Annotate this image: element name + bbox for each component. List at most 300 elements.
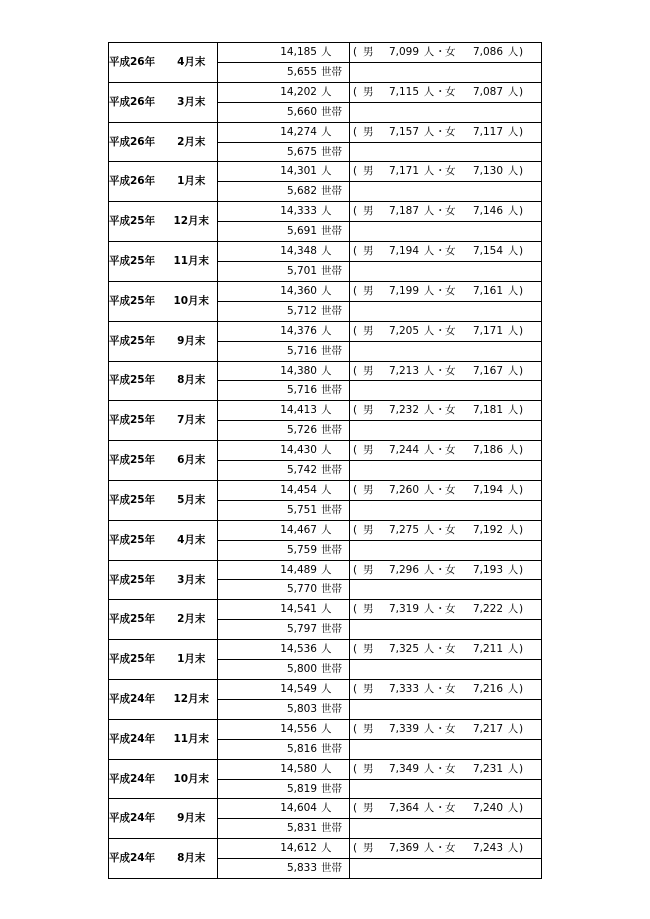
paren-open: ( (353, 842, 358, 855)
table-row-total (109, 202, 542, 222)
separator-dot: ・ (435, 722, 446, 735)
female-unit: 人 (507, 444, 519, 457)
table-row-total (109, 560, 542, 580)
household-unit: 世帯 (321, 663, 342, 676)
male-unit: 人 (423, 364, 435, 377)
total-population-value: 14,185 (280, 46, 317, 58)
month-cell: 10月末 (166, 281, 218, 321)
total-population-value: 14,612 (280, 842, 317, 855)
paren-close: ) (519, 404, 524, 417)
male-unit: 人 (423, 643, 435, 656)
table-row-total (109, 640, 542, 660)
female-count: 7,130 (472, 165, 503, 178)
household-unit: 世帯 (321, 424, 342, 437)
paren-close: ) (519, 683, 524, 695)
era-cell: 平成25年 (109, 361, 166, 401)
female-unit: 人 (507, 683, 519, 695)
female-count: 7,117 (472, 125, 503, 138)
total-population-cell (218, 82, 350, 102)
table-row-total (109, 520, 542, 540)
paren-close: ) (519, 85, 524, 98)
households-value: 5,726 (286, 424, 317, 437)
male-label: 男 (363, 324, 374, 337)
gender-breakdown-cell (350, 281, 542, 301)
household-unit: 世帯 (321, 384, 342, 397)
table-row-total (109, 680, 542, 700)
person-unit: 人 (321, 85, 332, 98)
person-unit: 人 (321, 523, 332, 536)
table-row-total (109, 82, 542, 102)
male-label: 男 (363, 205, 374, 218)
paren-open: ( (353, 165, 358, 178)
female-unit: 人 (507, 245, 519, 258)
female-unit: 人 (507, 523, 519, 536)
household-unit: 世帯 (321, 702, 342, 715)
paren-open: ( (353, 444, 358, 457)
separator-dot: ・ (435, 205, 446, 218)
female-label: 女 (445, 245, 456, 258)
male-unit: 人 (423, 444, 435, 457)
table-row-total (109, 162, 542, 182)
female-label: 女 (445, 125, 456, 138)
era-cell: 平成25年 (109, 441, 166, 481)
households-cell (218, 381, 350, 401)
total-population-cell (218, 401, 350, 421)
total-population-cell (218, 43, 350, 63)
total-population-cell (218, 480, 350, 500)
paren-open: ( (353, 205, 358, 218)
households-cell (218, 341, 350, 361)
gender-breakdown-cell (350, 202, 542, 222)
month-cell: 11月末 (166, 719, 218, 759)
female-label: 女 (445, 444, 456, 457)
blank-cell (350, 540, 542, 560)
separator-dot: ・ (435, 802, 446, 815)
male-label: 男 (363, 46, 374, 58)
person-unit: 人 (321, 762, 332, 775)
table-row-total (109, 480, 542, 500)
households-value: 5,712 (286, 304, 317, 317)
separator-dot: ・ (435, 85, 446, 98)
paren-open: ( (353, 364, 358, 377)
household-unit: 世帯 (321, 344, 342, 357)
month-cell: 7月末 (166, 401, 218, 441)
female-label: 女 (445, 643, 456, 656)
female-count: 7,193 (472, 563, 503, 576)
era-cell: 平成24年 (109, 719, 166, 759)
person-unit: 人 (321, 563, 332, 576)
male-unit: 人 (423, 165, 435, 178)
female-unit: 人 (507, 165, 519, 178)
male-count: 7,099 (388, 46, 419, 58)
paren-close: ) (519, 245, 524, 258)
paren-close: ) (519, 802, 524, 815)
separator-dot: ・ (435, 245, 446, 258)
female-count: 7,192 (472, 523, 503, 536)
month-cell: 1月末 (166, 640, 218, 680)
paren-close: ) (519, 46, 524, 58)
female-count: 7,161 (472, 284, 503, 297)
male-label: 男 (363, 444, 374, 457)
paren-close: ) (519, 284, 524, 297)
household-unit: 世帯 (321, 503, 342, 516)
households-value: 5,701 (286, 264, 317, 277)
month-cell: 11月末 (166, 242, 218, 282)
month-cell: 8月末 (166, 839, 218, 879)
female-label: 女 (445, 603, 456, 616)
separator-dot: ・ (435, 643, 446, 656)
male-label: 男 (363, 85, 374, 98)
female-label: 女 (445, 46, 456, 58)
population-table-body (109, 43, 542, 879)
era-cell: 平成26年 (109, 162, 166, 202)
table-row-total (109, 43, 542, 63)
era-cell: 平成25年 (109, 560, 166, 600)
female-count: 7,181 (472, 404, 503, 417)
total-population-cell (218, 799, 350, 819)
male-unit: 人 (423, 802, 435, 815)
male-label: 男 (363, 563, 374, 576)
era-cell: 平成24年 (109, 839, 166, 879)
total-population-cell (218, 839, 350, 859)
total-population-value: 14,467 (280, 523, 317, 536)
female-unit: 人 (507, 483, 519, 496)
household-unit: 世帯 (321, 105, 342, 118)
table-row-total (109, 441, 542, 461)
total-population-cell (218, 122, 350, 142)
table-row-total (109, 759, 542, 779)
male-label: 男 (363, 603, 374, 616)
female-unit: 人 (507, 563, 519, 576)
blank-cell (350, 819, 542, 839)
female-unit: 人 (507, 205, 519, 218)
gender-breakdown-cell (350, 401, 542, 421)
female-count: 7,211 (472, 643, 503, 656)
total-population-cell (218, 162, 350, 182)
female-unit: 人 (507, 46, 519, 58)
female-count: 7,087 (472, 85, 503, 98)
month-cell: 4月末 (166, 520, 218, 560)
table-row-total (109, 401, 542, 421)
households-cell (218, 461, 350, 481)
gender-breakdown-cell (350, 520, 542, 540)
paren-open: ( (353, 284, 358, 297)
female-count: 7,194 (472, 483, 503, 496)
male-label: 男 (363, 802, 374, 815)
blank-cell (350, 261, 542, 281)
separator-dot: ・ (435, 563, 446, 576)
paren-close: ) (519, 643, 524, 656)
households-value: 5,716 (286, 344, 317, 357)
separator-dot: ・ (435, 324, 446, 337)
person-unit: 人 (321, 205, 332, 218)
gender-breakdown-cell (350, 242, 542, 262)
households-value: 5,682 (286, 185, 317, 198)
month-cell: 3月末 (166, 82, 218, 122)
table-row-total (109, 321, 542, 341)
total-population-value: 14,549 (280, 683, 317, 695)
paren-open: ( (353, 404, 358, 417)
female-label: 女 (445, 205, 456, 218)
person-unit: 人 (321, 364, 332, 377)
household-unit: 世帯 (321, 65, 342, 78)
gender-breakdown-cell (350, 799, 542, 819)
month-cell: 8月末 (166, 361, 218, 401)
month-cell: 4月末 (166, 43, 218, 83)
household-unit: 世帯 (321, 185, 342, 198)
male-count: 7,232 (388, 404, 419, 417)
female-label: 女 (445, 404, 456, 417)
blank-cell (350, 699, 542, 719)
era-cell: 平成25年 (109, 640, 166, 680)
person-unit: 人 (321, 125, 332, 138)
gender-breakdown-cell (350, 441, 542, 461)
male-unit: 人 (423, 683, 435, 695)
households-value: 5,803 (286, 702, 317, 715)
person-unit: 人 (321, 842, 332, 855)
households-value: 5,800 (286, 663, 317, 676)
households-cell (218, 182, 350, 202)
male-unit: 人 (423, 46, 435, 58)
female-label: 女 (445, 722, 456, 735)
population-table (108, 42, 542, 879)
total-population-value: 14,380 (280, 364, 317, 377)
blank-cell (350, 381, 542, 401)
male-unit: 人 (423, 722, 435, 735)
total-population-value: 14,541 (280, 603, 317, 616)
households-cell (218, 859, 350, 879)
households-value: 5,831 (286, 822, 317, 835)
female-label: 女 (445, 483, 456, 496)
female-label: 女 (445, 683, 456, 695)
household-unit: 世帯 (321, 583, 342, 596)
male-unit: 人 (423, 85, 435, 98)
female-count: 7,146 (472, 205, 503, 218)
households-cell (218, 142, 350, 162)
total-population-cell (218, 242, 350, 262)
households-cell (218, 301, 350, 321)
separator-dot: ・ (435, 483, 446, 496)
female-count: 7,231 (472, 762, 503, 775)
separator-dot: ・ (435, 603, 446, 616)
gender-breakdown-cell (350, 321, 542, 341)
male-label: 男 (363, 842, 374, 855)
era-cell: 平成25年 (109, 242, 166, 282)
female-count: 7,167 (472, 364, 503, 377)
paren-close: ) (519, 722, 524, 735)
gender-breakdown-cell (350, 361, 542, 381)
total-population-cell (218, 680, 350, 700)
table-row-total (109, 361, 542, 381)
blank-cell (350, 660, 542, 680)
male-count: 7,339 (388, 722, 419, 735)
male-label: 男 (363, 165, 374, 178)
separator-dot: ・ (435, 125, 446, 138)
month-cell: 5月末 (166, 480, 218, 520)
households-cell (218, 779, 350, 799)
female-unit: 人 (507, 125, 519, 138)
male-count: 7,333 (388, 683, 419, 695)
era-cell: 平成25年 (109, 600, 166, 640)
total-population-value: 14,360 (280, 284, 317, 297)
households-cell (218, 699, 350, 719)
male-unit: 人 (423, 563, 435, 576)
female-count: 7,086 (472, 46, 503, 58)
separator-dot: ・ (435, 444, 446, 457)
total-population-value: 14,413 (280, 404, 317, 417)
blank-cell (350, 461, 542, 481)
era-cell: 平成24年 (109, 799, 166, 839)
table-row-total (109, 839, 542, 859)
paren-open: ( (353, 603, 358, 616)
household-unit: 世帯 (321, 225, 342, 238)
total-population-cell (218, 361, 350, 381)
male-count: 7,157 (388, 125, 419, 138)
blank-cell (350, 102, 542, 122)
male-unit: 人 (423, 245, 435, 258)
female-unit: 人 (507, 802, 519, 815)
total-population-cell (218, 640, 350, 660)
male-label: 男 (363, 245, 374, 258)
total-population-cell (218, 520, 350, 540)
total-population-cell (218, 719, 350, 739)
male-count: 7,194 (388, 245, 419, 258)
total-population-cell (218, 281, 350, 301)
male-label: 男 (363, 643, 374, 656)
households-value: 5,751 (286, 503, 317, 516)
era-cell: 平成25年 (109, 281, 166, 321)
era-cell: 平成26年 (109, 122, 166, 162)
paren-close: ) (519, 483, 524, 496)
total-population-value: 14,301 (280, 165, 317, 178)
household-unit: 世帯 (321, 264, 342, 277)
blank-cell (350, 620, 542, 640)
paren-close: ) (519, 364, 524, 377)
paren-close: ) (519, 842, 524, 855)
total-population-value: 14,580 (280, 762, 317, 775)
male-count: 7,319 (388, 603, 419, 616)
table-row-total (109, 242, 542, 262)
paren-open: ( (353, 483, 358, 496)
month-cell: 12月末 (166, 680, 218, 720)
era-cell: 平成26年 (109, 43, 166, 83)
blank-cell (350, 739, 542, 759)
household-unit: 世帯 (321, 543, 342, 556)
female-label: 女 (445, 762, 456, 775)
gender-breakdown-cell (350, 122, 542, 142)
female-label: 女 (445, 802, 456, 815)
era-cell: 平成25年 (109, 202, 166, 242)
male-count: 7,364 (388, 802, 419, 815)
household-unit: 世帯 (321, 862, 342, 875)
male-label: 男 (363, 683, 374, 695)
male-count: 7,260 (388, 483, 419, 496)
gender-breakdown-cell (350, 640, 542, 660)
paren-open: ( (353, 722, 358, 735)
paren-close: ) (519, 165, 524, 178)
household-unit: 世帯 (321, 464, 342, 477)
male-unit: 人 (423, 483, 435, 496)
blank-cell (350, 500, 542, 520)
month-cell: 2月末 (166, 122, 218, 162)
male-count: 7,275 (388, 523, 419, 536)
table-row-total (109, 122, 542, 142)
blank-cell (350, 142, 542, 162)
blank-cell (350, 421, 542, 441)
households-value: 5,833 (286, 862, 317, 875)
total-population-value: 14,454 (280, 483, 317, 496)
person-unit: 人 (321, 483, 332, 496)
female-unit: 人 (507, 643, 519, 656)
household-unit: 世帯 (321, 145, 342, 158)
paren-open: ( (353, 802, 358, 815)
male-label: 男 (363, 404, 374, 417)
households-value: 5,660 (286, 105, 317, 118)
paren-close: ) (519, 444, 524, 457)
person-unit: 人 (321, 284, 332, 297)
gender-breakdown-cell (350, 43, 542, 63)
male-unit: 人 (423, 842, 435, 855)
month-cell: 9月末 (166, 799, 218, 839)
paren-close: ) (519, 324, 524, 337)
male-count: 7,115 (388, 85, 419, 98)
male-unit: 人 (423, 523, 435, 536)
households-cell (218, 540, 350, 560)
female-count: 7,243 (472, 842, 503, 855)
paren-close: ) (519, 125, 524, 138)
household-unit: 世帯 (321, 304, 342, 317)
female-unit: 人 (507, 842, 519, 855)
gender-breakdown-cell (350, 719, 542, 739)
male-count: 7,296 (388, 563, 419, 576)
gender-breakdown-cell (350, 680, 542, 700)
person-unit: 人 (321, 603, 332, 616)
blank-cell (350, 859, 542, 879)
gender-breakdown-cell (350, 600, 542, 620)
total-population-value: 14,376 (280, 324, 317, 337)
total-population-cell (218, 600, 350, 620)
blank-cell (350, 62, 542, 82)
table-row-total (109, 281, 542, 301)
female-label: 女 (445, 364, 456, 377)
era-cell: 平成25年 (109, 520, 166, 560)
era-cell: 平成25年 (109, 401, 166, 441)
blank-cell (350, 580, 542, 600)
male-label: 男 (363, 762, 374, 775)
separator-dot: ・ (435, 842, 446, 855)
households-cell (218, 222, 350, 242)
total-population-value: 14,274 (280, 125, 317, 138)
female-unit: 人 (507, 324, 519, 337)
total-population-value: 14,556 (280, 722, 317, 735)
female-count: 7,240 (472, 802, 503, 815)
era-cell: 平成24年 (109, 759, 166, 799)
male-label: 男 (363, 284, 374, 297)
separator-dot: ・ (435, 762, 446, 775)
paren-open: ( (353, 324, 358, 337)
separator-dot: ・ (435, 523, 446, 536)
total-population-value: 14,489 (280, 563, 317, 576)
female-count: 7,216 (472, 683, 503, 695)
households-cell (218, 660, 350, 680)
male-unit: 人 (423, 284, 435, 297)
month-cell: 2月末 (166, 600, 218, 640)
separator-dot: ・ (435, 683, 446, 695)
paren-open: ( (353, 523, 358, 536)
blank-cell (350, 222, 542, 242)
households-value: 5,770 (286, 583, 317, 596)
household-unit: 世帯 (321, 822, 342, 835)
